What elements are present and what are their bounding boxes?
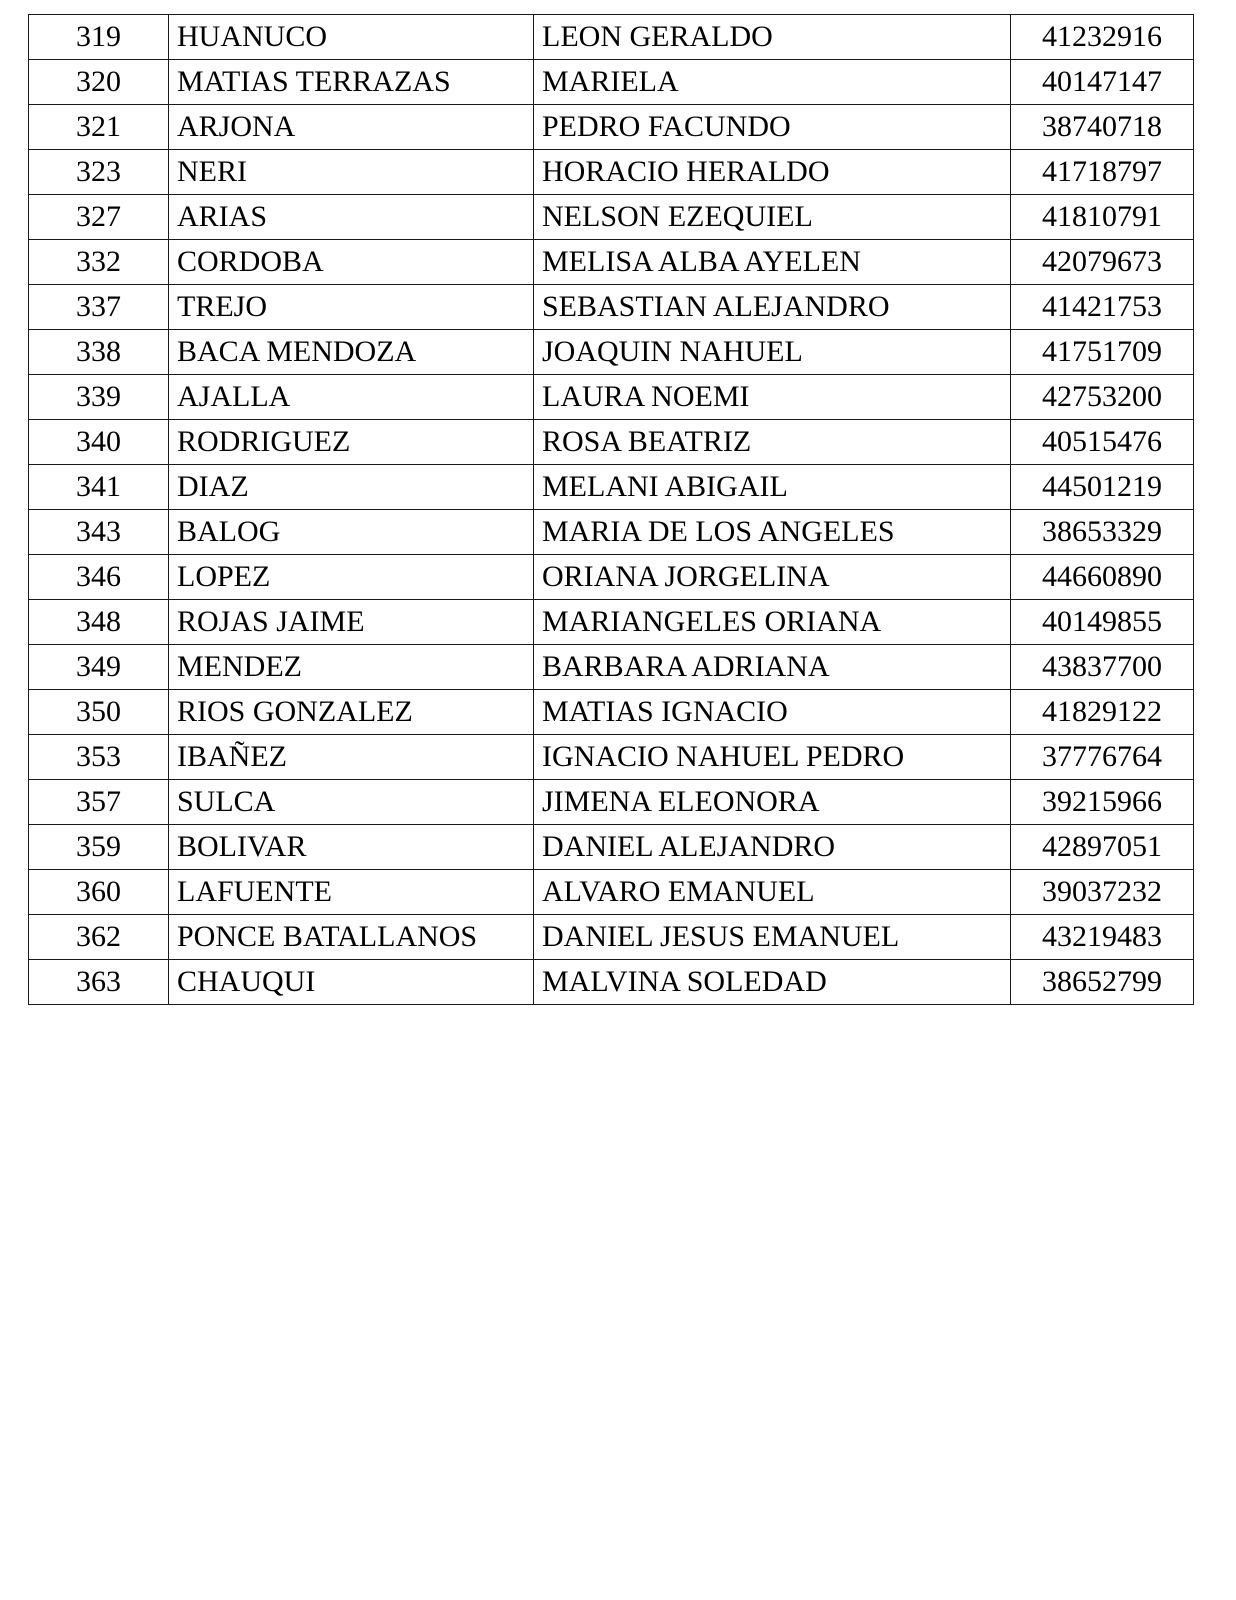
surname-cell: CORDOBA xyxy=(169,240,534,285)
given-name-cell: MELANI ABIGAIL xyxy=(534,465,1011,510)
surname-cell: MATIAS TERRAZAS xyxy=(169,60,534,105)
id-number-cell: 43837700 xyxy=(1011,645,1194,690)
surname-cell: AJALLA xyxy=(169,375,534,420)
row-number: 349 xyxy=(29,645,169,690)
table-row xyxy=(29,60,1194,105)
row-number: 323 xyxy=(29,150,169,195)
id-number-cell: 38652799 xyxy=(1011,960,1194,1005)
id-number-cell: 44501219 xyxy=(1011,465,1194,510)
id-number-cell: 39037232 xyxy=(1011,870,1194,915)
row-number: 350 xyxy=(29,690,169,735)
id-number-cell: 41232916 xyxy=(1011,15,1194,60)
given-name-cell: ORIANA JORGELINA xyxy=(534,555,1011,600)
row-number: 363 xyxy=(29,960,169,1005)
given-name-cell: MARIA DE LOS ANGELES xyxy=(534,510,1011,555)
row-number: 338 xyxy=(29,330,169,375)
row-number: 357 xyxy=(29,780,169,825)
table-row xyxy=(29,600,1194,645)
surname-cell: ROJAS JAIME xyxy=(169,600,534,645)
table-row xyxy=(29,375,1194,420)
table-row xyxy=(29,195,1194,240)
table-row xyxy=(29,105,1194,150)
id-number-cell: 41751709 xyxy=(1011,330,1194,375)
table-row xyxy=(29,645,1194,690)
surname-cell: BOLIVAR xyxy=(169,825,534,870)
id-number-cell: 41421753 xyxy=(1011,285,1194,330)
surname-cell: RODRIGUEZ xyxy=(169,420,534,465)
id-number-cell: 37776764 xyxy=(1011,735,1194,780)
given-name-cell: MARIELA xyxy=(534,60,1011,105)
given-name-cell: IGNACIO NAHUEL PEDRO xyxy=(534,735,1011,780)
given-name-cell: DANIEL ALEJANDRO xyxy=(534,825,1011,870)
table-row xyxy=(29,150,1194,195)
id-number-cell: 38653329 xyxy=(1011,510,1194,555)
table-row xyxy=(29,420,1194,465)
surname-cell: IBAÑEZ xyxy=(169,735,534,780)
given-name-cell: NELSON EZEQUIEL xyxy=(534,195,1011,240)
table-row xyxy=(29,690,1194,735)
table-row xyxy=(29,960,1194,1005)
row-number: 320 xyxy=(29,60,169,105)
table-row xyxy=(29,465,1194,510)
table-row xyxy=(29,870,1194,915)
id-number-cell: 40149855 xyxy=(1011,600,1194,645)
given-name-cell: JIMENA ELEONORA xyxy=(534,780,1011,825)
row-number: 359 xyxy=(29,825,169,870)
id-number-cell: 41810791 xyxy=(1011,195,1194,240)
id-number-cell: 42079673 xyxy=(1011,240,1194,285)
surname-cell: ARJONA xyxy=(169,105,534,150)
id-number-cell: 38740718 xyxy=(1011,105,1194,150)
row-number: 337 xyxy=(29,285,169,330)
row-number: 360 xyxy=(29,870,169,915)
table-row xyxy=(29,825,1194,870)
given-name-cell: SEBASTIAN ALEJANDRO xyxy=(534,285,1011,330)
table-row xyxy=(29,240,1194,285)
row-number: 343 xyxy=(29,510,169,555)
surname-cell: ARIAS xyxy=(169,195,534,240)
roster-table-body xyxy=(29,15,1194,1005)
surname-cell: LOPEZ xyxy=(169,555,534,600)
given-name-cell: MARIANGELES ORIANA xyxy=(534,600,1011,645)
given-name-cell: HORACIO HERALDO xyxy=(534,150,1011,195)
id-number-cell: 41829122 xyxy=(1011,690,1194,735)
id-number-cell: 40147147 xyxy=(1011,60,1194,105)
surname-cell: MENDEZ xyxy=(169,645,534,690)
given-name-cell: LEON GERALDO xyxy=(534,15,1011,60)
row-number: 327 xyxy=(29,195,169,240)
surname-cell: LAFUENTE xyxy=(169,870,534,915)
id-number-cell: 40515476 xyxy=(1011,420,1194,465)
id-number-cell: 42897051 xyxy=(1011,825,1194,870)
row-number: 340 xyxy=(29,420,169,465)
given-name-cell: ALVARO EMANUEL xyxy=(534,870,1011,915)
surname-cell: PONCE BATALLANOS xyxy=(169,915,534,960)
row-number: 321 xyxy=(29,105,169,150)
surname-cell: BALOG xyxy=(169,510,534,555)
row-number: 348 xyxy=(29,600,169,645)
given-name-cell: PEDRO FACUNDO xyxy=(534,105,1011,150)
given-name-cell: DANIEL JESUS EMANUEL xyxy=(534,915,1011,960)
id-number-cell: 41718797 xyxy=(1011,150,1194,195)
surname-cell: SULCA xyxy=(169,780,534,825)
given-name-cell: MATIAS IGNACIO xyxy=(534,690,1011,735)
roster-table xyxy=(28,14,1194,1005)
table-row xyxy=(29,555,1194,600)
id-number-cell: 44660890 xyxy=(1011,555,1194,600)
table-row xyxy=(29,780,1194,825)
id-number-cell: 43219483 xyxy=(1011,915,1194,960)
row-number: 332 xyxy=(29,240,169,285)
given-name-cell: MALVINA SOLEDAD xyxy=(534,960,1011,1005)
given-name-cell: ROSA BEATRIZ xyxy=(534,420,1011,465)
table-row xyxy=(29,735,1194,780)
surname-cell: TREJO xyxy=(169,285,534,330)
row-number: 319 xyxy=(29,15,169,60)
given-name-cell: MELISA ALBA AYELEN xyxy=(534,240,1011,285)
given-name-cell: BARBARA ADRIANA xyxy=(534,645,1011,690)
table-row xyxy=(29,915,1194,960)
row-number: 341 xyxy=(29,465,169,510)
given-name-cell: LAURA NOEMI xyxy=(534,375,1011,420)
surname-cell: CHAUQUI xyxy=(169,960,534,1005)
surname-cell: BACA MENDOZA xyxy=(169,330,534,375)
row-number: 353 xyxy=(29,735,169,780)
row-number: 346 xyxy=(29,555,169,600)
id-number-cell: 39215966 xyxy=(1011,780,1194,825)
id-number-cell: 42753200 xyxy=(1011,375,1194,420)
surname-cell: NERI xyxy=(169,150,534,195)
table-row xyxy=(29,330,1194,375)
surname-cell: DIAZ xyxy=(169,465,534,510)
surname-cell: RIOS GONZALEZ xyxy=(169,690,534,735)
table-row xyxy=(29,510,1194,555)
given-name-cell: JOAQUIN NAHUEL xyxy=(534,330,1011,375)
surname-cell: HUANUCO xyxy=(169,15,534,60)
row-number: 362 xyxy=(29,915,169,960)
row-number: 339 xyxy=(29,375,169,420)
table-row xyxy=(29,15,1194,60)
table-row xyxy=(29,285,1194,330)
